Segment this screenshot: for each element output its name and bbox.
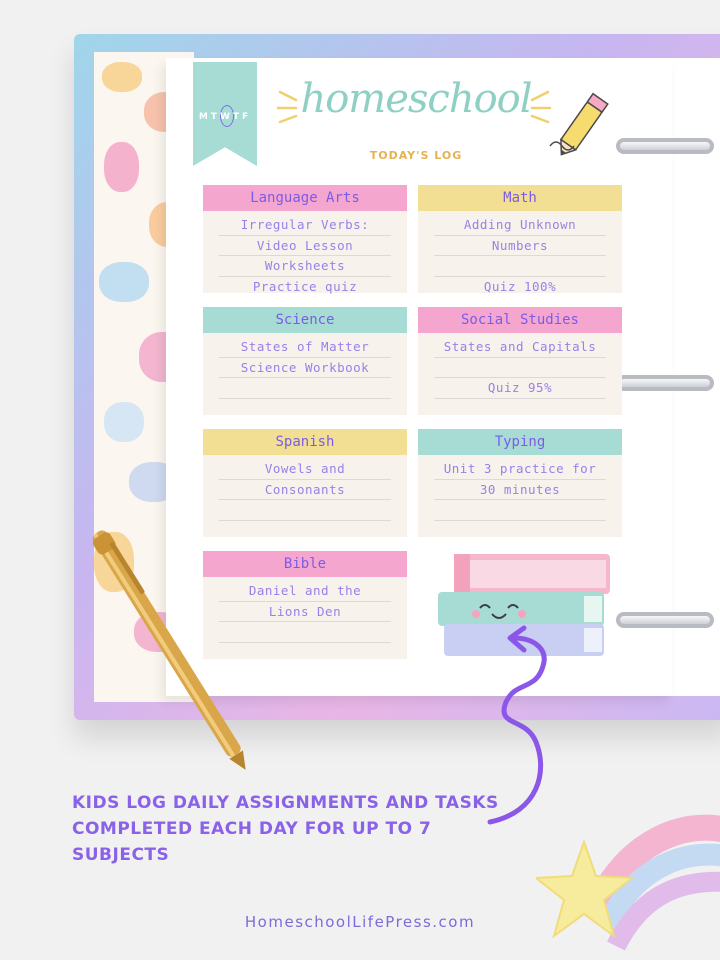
subject-title: Language Arts — [203, 185, 407, 211]
website-url[interactable]: HomeschoolLifePress.com — [244, 913, 476, 931]
subject-title: Math — [418, 185, 622, 211]
binder-ring-bottom — [616, 612, 714, 628]
assignment-line: Adding Unknown — [434, 215, 606, 236]
assignment-line: Practice quiz — [252, 278, 358, 294]
subject-title: Typing — [418, 429, 622, 455]
assignment-line: 30 minutes — [434, 480, 606, 501]
assignment-line: Science Workbook — [219, 358, 391, 379]
subject-card-math — [418, 185, 622, 293]
gold-pen-icon — [80, 505, 260, 795]
assignment-line — [434, 399, 606, 419]
assignment-line: Lions Den — [219, 602, 391, 623]
subject-title: Science — [203, 307, 407, 333]
assignment-line: States of Matter — [219, 337, 391, 358]
binder-ring-top — [616, 138, 714, 154]
pencil-icon — [544, 86, 624, 162]
assignment-line: Daniel and the — [219, 581, 391, 602]
assignment-line — [434, 358, 606, 379]
binder-ring-middle — [616, 375, 714, 391]
assignment-line — [434, 521, 606, 541]
subject-card-science — [203, 307, 407, 415]
assignment-line — [434, 500, 606, 521]
assignment-line: States and Capitals — [434, 337, 606, 358]
assignment-line: Quiz 100% — [483, 278, 557, 294]
assignment-line: Consonants — [219, 480, 391, 501]
assignment-line: Unit 3 practice for — [434, 459, 606, 480]
assignment-line — [219, 378, 391, 399]
subject-card-social-studies — [418, 307, 622, 415]
subject-title: Spanish — [203, 429, 407, 455]
rainbow-star-icon — [536, 800, 720, 960]
assignment-line: Numbers — [434, 236, 606, 257]
assignment-line: Video Lesson — [219, 236, 391, 257]
assignment-line — [219, 399, 391, 419]
page-title: homeschool — [300, 76, 532, 122]
assignment-line: Irregular Verbs: — [219, 215, 391, 236]
subject-title: Social Studies — [418, 307, 622, 333]
assignment-line: Quiz 95% — [434, 378, 606, 399]
assignment-line: Worksheets — [219, 256, 391, 277]
assignment-line — [434, 256, 606, 277]
weekday-letters: MTWTF — [198, 112, 252, 122]
promo-caption: KIDS LOG DAILY ASSIGNMENTS AND TASKS COMPLETED EACH DAY FOR UP TO 7 SUBJECTS — [72, 793, 499, 865]
assignment-line: Vowels and — [219, 459, 391, 480]
subject-title: Bible — [203, 551, 407, 577]
page-subtitle: TODAY'S LOG — [369, 149, 463, 162]
subject-card-typing — [418, 429, 622, 537]
subject-card-language-arts — [203, 185, 407, 293]
